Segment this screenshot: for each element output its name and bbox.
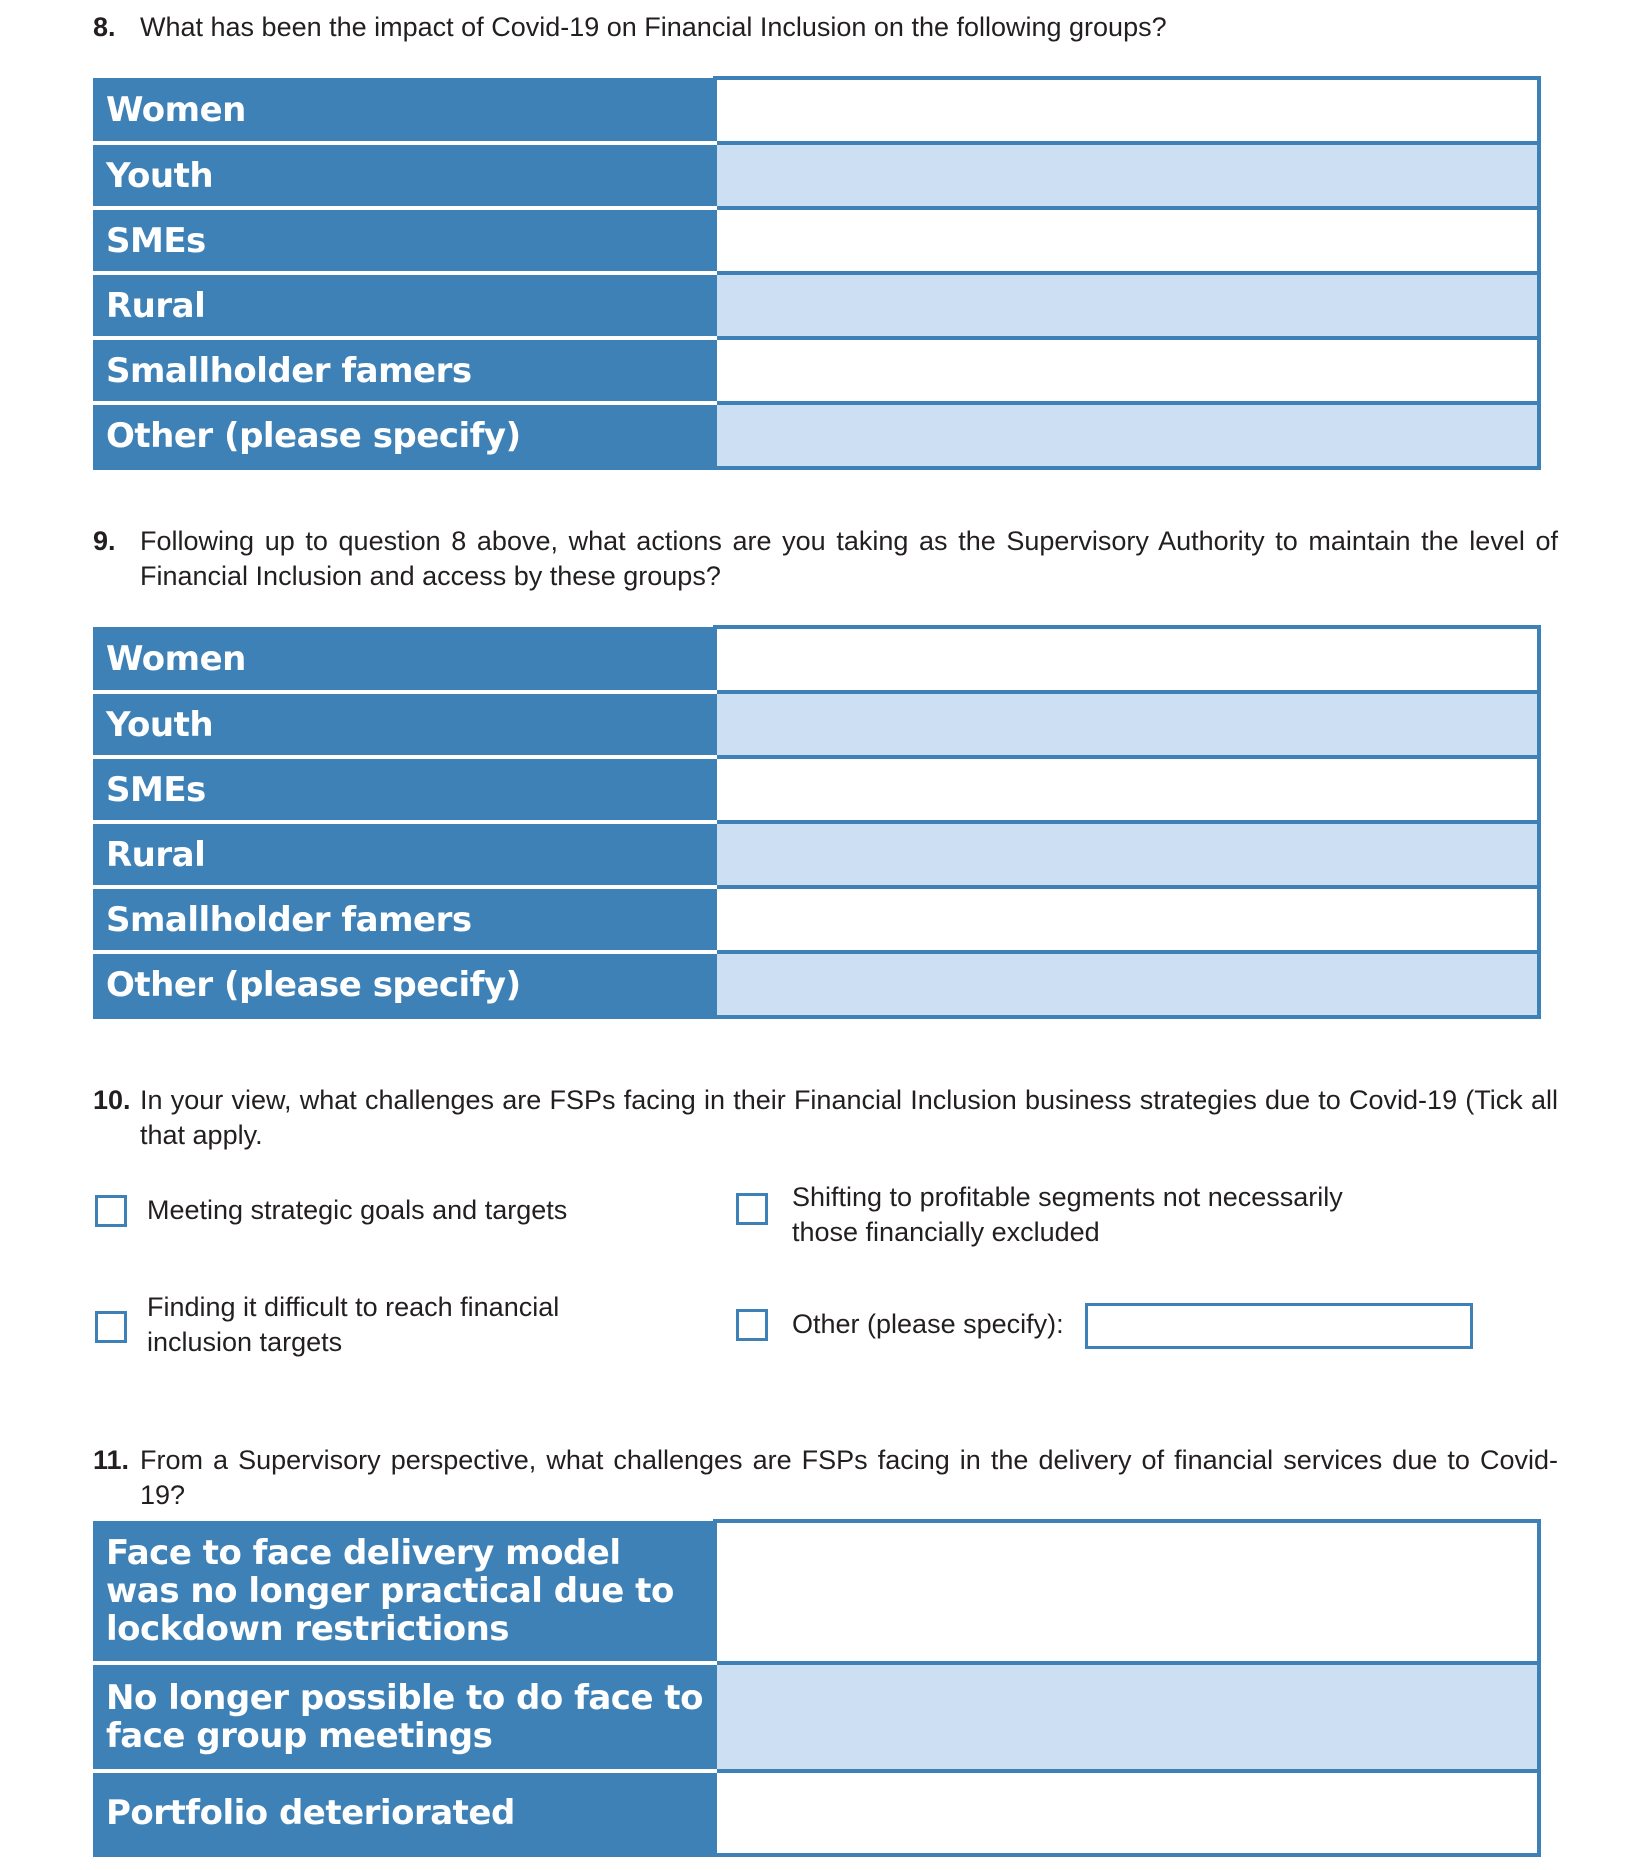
question-8 xyxy=(93,10,1558,45)
row-label-women: Women xyxy=(93,78,715,143)
answer-field-smallholder[interactable] xyxy=(715,887,1539,952)
row-label-youth: Youth xyxy=(93,692,715,757)
other-specify-input[interactable] xyxy=(1085,1303,1473,1349)
table-row xyxy=(93,78,1539,143)
table-row xyxy=(93,143,1539,208)
option-label-inclusion-targets: Finding it difficult to reach financial inclusion targets xyxy=(147,1292,560,1357)
answer-field-smes[interactable] xyxy=(715,208,1539,273)
table-row xyxy=(93,757,1539,822)
checkbox-inclusion-targets[interactable] xyxy=(95,1311,127,1343)
row-label-rural: Rural xyxy=(93,822,715,887)
row-label-smallholder: Smallholder famers xyxy=(93,887,715,952)
table-row xyxy=(93,887,1539,952)
answer-field-women[interactable] xyxy=(715,78,1539,143)
table-row xyxy=(93,338,1539,403)
table-row xyxy=(93,952,1539,1017)
row-label-face-to-face-model: Face to face delivery model was no longer practical due to lockdown restrictions xyxy=(93,1521,715,1663)
table-row xyxy=(93,692,1539,757)
question-number: 11. xyxy=(93,1445,130,1475)
table-row xyxy=(93,1521,1539,1663)
row-label-smallholder: Smallholder famers xyxy=(93,338,715,403)
table-row xyxy=(93,627,1539,692)
question-text: In your view, what challenges are FSPs facing in their Financial Inclusion business strategies due to Covid-19 (Tick all that apply. xyxy=(140,1085,1558,1150)
q9-table xyxy=(93,625,1541,1019)
answer-field-rural[interactable] xyxy=(715,822,1539,887)
row-label-other: Other (please specify) xyxy=(93,403,715,468)
question-number: 9. xyxy=(93,526,116,556)
row-label-youth: Youth xyxy=(93,143,715,208)
row-label-other: Other (please specify) xyxy=(93,952,715,1017)
answer-field-group-meetings[interactable] xyxy=(715,1663,1539,1771)
table-row xyxy=(93,273,1539,338)
question-9 xyxy=(93,524,1558,594)
answer-field-smallholder[interactable] xyxy=(715,338,1539,403)
option-label-strategic-goals: Meeting strategic goals and targets xyxy=(147,1195,568,1225)
row-label-rural: Rural xyxy=(93,273,715,338)
q8-table xyxy=(93,76,1541,470)
row-label-portfolio: Portfolio deteriorated xyxy=(93,1771,715,1855)
row-label-group-meetings: No longer possible to do face to face group meetings xyxy=(93,1663,715,1771)
table-row xyxy=(93,822,1539,887)
answer-field-women[interactable] xyxy=(715,627,1539,692)
question-text: Following up to question 8 above, what actions are you taking as the Supervisory Authority to maintain the level of Financial Inclusion and access by these groups? xyxy=(140,526,1558,591)
answer-field-other[interactable] xyxy=(715,952,1539,1017)
question-number: 8. xyxy=(93,12,116,42)
question-10 xyxy=(93,1083,1558,1153)
answer-field-rural[interactable] xyxy=(715,273,1539,338)
row-label-smes: SMEs xyxy=(93,757,715,822)
answer-field-face-to-face-model[interactable] xyxy=(715,1521,1539,1663)
table-row xyxy=(93,403,1539,468)
answer-field-other[interactable] xyxy=(715,403,1539,468)
question-text: What has been the impact of Covid-19 on Financial Inclusion on the following groups? xyxy=(140,12,1167,42)
row-label-smes: SMEs xyxy=(93,208,715,273)
question-11 xyxy=(93,1443,1558,1513)
checkbox-strategic-goals[interactable] xyxy=(95,1195,127,1227)
option-label-other: Other (please specify): xyxy=(792,1309,1064,1339)
answer-field-portfolio[interactable] xyxy=(715,1771,1539,1855)
table-row xyxy=(93,1663,1539,1771)
q11-table xyxy=(93,1519,1541,1857)
question-text: From a Supervisory perspective, what challenges are FSPs facing in the delivery of financial services due to Covid-19? xyxy=(140,1445,1558,1510)
table-row xyxy=(93,208,1539,273)
table-row xyxy=(93,1771,1539,1855)
checkbox-profitable-segments[interactable] xyxy=(736,1193,768,1225)
option-label-profitable-segments: Shifting to profitable segments not necessarily those financially excluded xyxy=(792,1182,1343,1247)
answer-field-youth[interactable] xyxy=(715,143,1539,208)
row-label-women: Women xyxy=(93,627,715,692)
answer-field-youth[interactable] xyxy=(715,692,1539,757)
answer-field-smes[interactable] xyxy=(715,757,1539,822)
question-number: 10. xyxy=(93,1085,131,1115)
checkbox-other[interactable] xyxy=(736,1309,768,1341)
